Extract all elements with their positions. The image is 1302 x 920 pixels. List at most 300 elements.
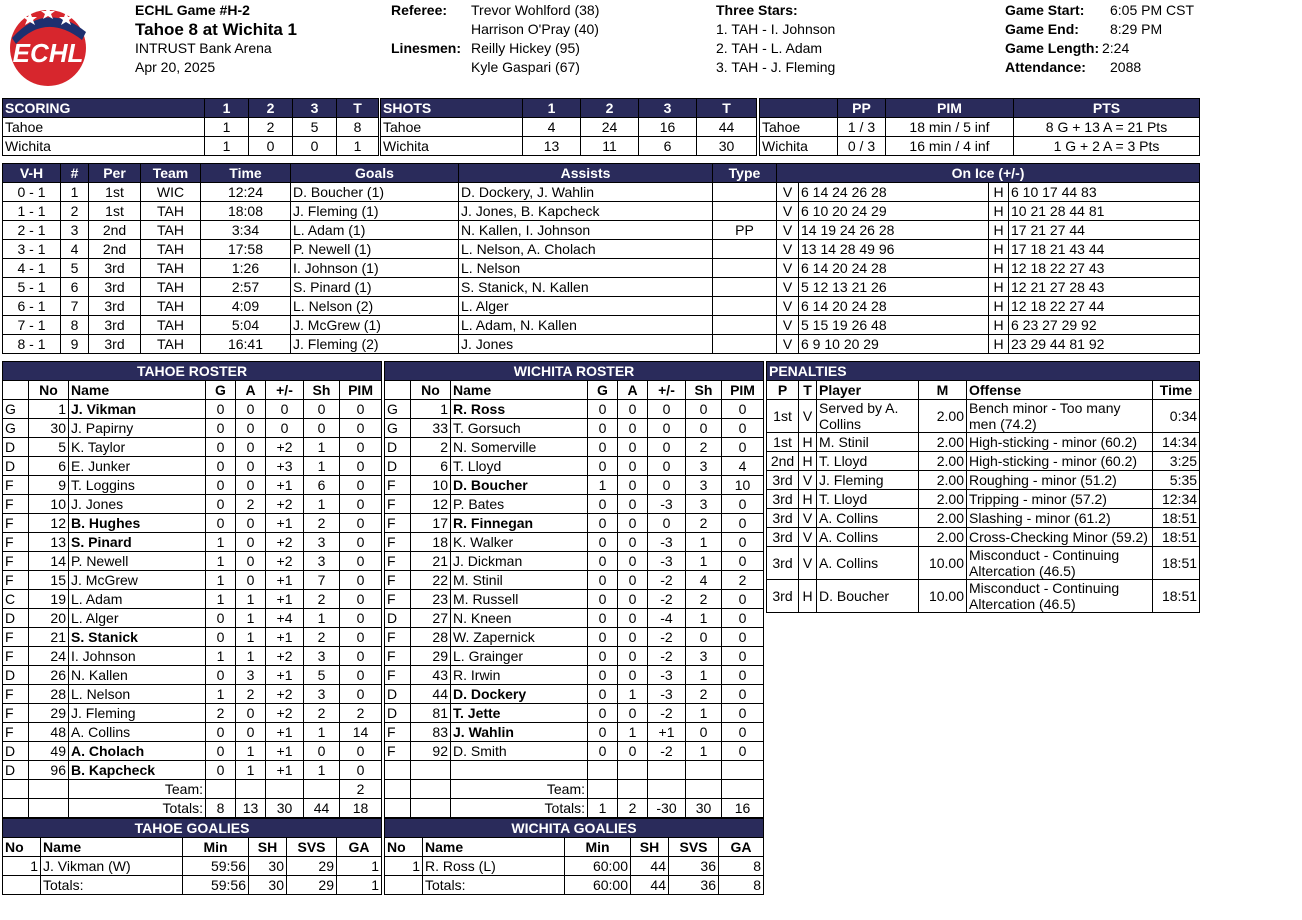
- assists: 0: [618, 666, 648, 685]
- position: F: [385, 495, 411, 514]
- player-name: M. Russell: [451, 590, 588, 609]
- pim: 0: [722, 514, 764, 533]
- scorer: S. Pinard (1): [291, 278, 459, 297]
- scoring-header-row: [3, 99, 379, 118]
- roster-row: [385, 552, 764, 571]
- position-header: [3, 381, 29, 400]
- jersey-number: 83: [411, 723, 451, 742]
- goal-type: [713, 259, 777, 278]
- roster-row: [385, 609, 764, 628]
- roster-row: [3, 685, 382, 704]
- assists: 0: [618, 419, 648, 438]
- visitor-on-ice: 6 14 20 24 28: [799, 297, 989, 316]
- plus-minus: -2: [648, 628, 686, 647]
- total-plus-minus: 30: [266, 799, 304, 818]
- wichita-roster-body: [385, 400, 764, 780]
- position: D: [3, 609, 29, 628]
- power-play: 1 / 3: [838, 118, 886, 137]
- penalty-row: [767, 400, 1200, 433]
- jersey-number: 23: [411, 590, 451, 609]
- jersey-number: 33: [411, 419, 451, 438]
- jersey-number: 20: [29, 609, 69, 628]
- shots: 1: [686, 666, 722, 685]
- plus-minus: +1: [648, 723, 686, 742]
- goal-row: [3, 202, 1200, 221]
- player-name: M. Stinil: [451, 571, 588, 590]
- total-plus-minus: -30: [648, 799, 686, 818]
- roster-row: [3, 400, 382, 419]
- total-goals-against: 1: [337, 876, 382, 895]
- goalie-goals-against: 8: [719, 857, 764, 876]
- position: F: [3, 552, 29, 571]
- plus-minus-header: +/-: [266, 381, 304, 400]
- pim: 14: [340, 723, 382, 742]
- shots: 1: [304, 457, 340, 476]
- goal-row: [3, 221, 1200, 240]
- penalty-time: 18:51: [1153, 509, 1200, 528]
- jersey-number: 14: [29, 552, 69, 571]
- position: F: [3, 495, 29, 514]
- position: F: [3, 704, 29, 723]
- player-name: D. Smith: [451, 742, 588, 761]
- shots: 6: [304, 476, 340, 495]
- linesman-2: Kyle Gaspari (67): [471, 59, 580, 75]
- team: TAH: [141, 335, 201, 354]
- pim: 0: [340, 476, 382, 495]
- position: F: [385, 571, 411, 590]
- shots: 0: [686, 723, 722, 742]
- player-name: K. Taylor: [69, 438, 206, 457]
- goals-body: [3, 183, 1200, 354]
- assists-col-header: A: [236, 381, 266, 400]
- goalie-minutes: 60:00: [565, 857, 631, 876]
- total-saves: 29: [287, 876, 337, 895]
- penalty-time: 5:35: [1153, 471, 1200, 490]
- penalty-row: [767, 433, 1200, 452]
- goals: 0: [206, 457, 236, 476]
- assists: 1: [236, 590, 266, 609]
- goal-number: 3: [61, 221, 89, 240]
- shots: 7: [304, 571, 340, 590]
- length-label: Game Length:: [1005, 40, 1100, 56]
- goal-time: 2:57: [201, 278, 291, 297]
- team: TAH: [141, 259, 201, 278]
- team-pim: [722, 780, 764, 799]
- goal-row: [3, 316, 1200, 335]
- shots: 1: [304, 495, 340, 514]
- plus-minus: [648, 761, 686, 780]
- player-name: N. Kallen: [69, 666, 206, 685]
- minutes-header: M: [919, 381, 967, 400]
- scorer-header: Goals: [291, 164, 459, 183]
- penalty-minutes: 2.00: [919, 452, 967, 471]
- totals-label: Totals:: [423, 876, 565, 895]
- period-shots: 4: [523, 118, 581, 137]
- roster-row: [385, 761, 764, 780]
- shots: 3: [686, 476, 722, 495]
- roster-row: [385, 476, 764, 495]
- wichita-goalies-table: [384, 818, 764, 895]
- jersey-number: 10: [29, 495, 69, 514]
- goals: 0: [206, 438, 236, 457]
- goal-type: PP: [713, 221, 777, 240]
- period: 3rd: [89, 297, 141, 316]
- assists: 0: [618, 609, 648, 628]
- home-marker: H: [989, 221, 1009, 240]
- total-goals: 1: [588, 799, 618, 818]
- position: D: [3, 742, 29, 761]
- goal-number: 1: [61, 183, 89, 202]
- totals-label: Totals:: [41, 876, 183, 895]
- position: F: [385, 628, 411, 647]
- assists: 0: [618, 704, 648, 723]
- pim: 0: [722, 704, 764, 723]
- period: 3rd: [89, 278, 141, 297]
- wichita-goalies-title: WICHITA GOALIES: [385, 819, 764, 838]
- assists: 0: [618, 590, 648, 609]
- team-row: [3, 780, 382, 799]
- pim: 0: [340, 666, 382, 685]
- goals: 0: [588, 723, 618, 742]
- shots: 3: [686, 647, 722, 666]
- plus-minus: -3: [648, 495, 686, 514]
- total-assists: 2: [618, 799, 648, 818]
- roster-row: [385, 685, 764, 704]
- shots-header: SHOTS: [381, 99, 523, 118]
- assists: 0: [236, 723, 266, 742]
- vh-score: 0 - 1: [3, 183, 61, 202]
- roster-row: [3, 628, 382, 647]
- total-minutes: 60:00: [565, 876, 631, 895]
- saves-header: SVS: [669, 838, 719, 857]
- referee-2: Harrison O'Pray (40): [471, 21, 599, 37]
- goals: 0: [588, 742, 618, 761]
- goals: 0: [206, 609, 236, 628]
- player-name: N. Somerville: [451, 438, 588, 457]
- player-name: J. Wahlin: [451, 723, 588, 742]
- penalty-team: H: [799, 452, 817, 471]
- goals: 0: [588, 704, 618, 723]
- position: D: [385, 609, 411, 628]
- home-on-ice: 23 29 44 81 92: [1009, 335, 1200, 354]
- roster-row: [385, 666, 764, 685]
- goals: 0: [588, 628, 618, 647]
- roster-row: [3, 457, 382, 476]
- period-score: 1: [205, 118, 249, 137]
- player-name: T. Lloyd: [451, 457, 588, 476]
- minutes-header: Min: [565, 838, 631, 857]
- goals: 0: [588, 609, 618, 628]
- shots: 2: [304, 628, 340, 647]
- goal-number: 8: [61, 316, 89, 335]
- pim-col-header: PIM: [722, 381, 764, 400]
- roster-row: [3, 495, 382, 514]
- jersey-number: 44: [411, 685, 451, 704]
- goals: 1: [206, 647, 236, 666]
- goal-type: [713, 278, 777, 297]
- shots: 0: [304, 419, 340, 438]
- end-label: Game End:: [1005, 21, 1079, 37]
- goals: 0: [588, 552, 618, 571]
- shots: 2: [304, 704, 340, 723]
- jersey-number: 27: [411, 609, 451, 628]
- penalty-period: 1st: [767, 433, 799, 452]
- name-header: Name: [69, 381, 206, 400]
- position: D: [3, 457, 29, 476]
- goals: 1: [206, 533, 236, 552]
- position: D: [385, 438, 411, 457]
- shots-header: SH: [249, 838, 287, 857]
- penalty-player: T. Lloyd: [817, 452, 919, 471]
- penalty-team: V: [799, 471, 817, 490]
- period-3-header: 3: [293, 99, 337, 118]
- visitor-on-ice: 14 19 24 26 28: [799, 221, 989, 240]
- plus-minus: +4: [266, 609, 304, 628]
- period: 3rd: [89, 316, 141, 335]
- position: F: [385, 647, 411, 666]
- goals: 1: [206, 552, 236, 571]
- shots: 3: [304, 552, 340, 571]
- player-name: J. McGrew: [69, 571, 206, 590]
- jersey-number: 17: [411, 514, 451, 533]
- pim: 0: [722, 609, 764, 628]
- player-name: J. Jones: [69, 495, 206, 514]
- position: F: [3, 476, 29, 495]
- roster-row: [3, 476, 382, 495]
- jersey-number: 18: [411, 533, 451, 552]
- assists: 1: [236, 761, 266, 780]
- assists: 0: [618, 457, 648, 476]
- team: TAH: [141, 240, 201, 259]
- player-name: P. Bates: [451, 495, 588, 514]
- shots: 0: [686, 400, 722, 419]
- period: 1st: [89, 202, 141, 221]
- jersey-number: 22: [411, 571, 451, 590]
- special-teams-table: [759, 98, 1200, 156]
- penalty-offense: Cross-Checking Minor (59.2): [967, 528, 1153, 547]
- shots: 0: [304, 400, 340, 419]
- team-name: Wichita: [3, 137, 205, 156]
- home-on-ice: 17 18 21 43 44: [1009, 240, 1200, 259]
- wichita-roster-table: [384, 361, 764, 818]
- assists: 0: [236, 533, 266, 552]
- echl-logo: [2, 2, 90, 88]
- penalty-team: H: [799, 490, 817, 509]
- position: D: [3, 666, 29, 685]
- three-stars-label: Three Stars:: [716, 2, 798, 18]
- plus-minus: -3: [648, 533, 686, 552]
- home-marker: H: [989, 202, 1009, 221]
- assists: 0: [618, 495, 648, 514]
- offense-header: Offense: [967, 381, 1153, 400]
- scoring-table: [2, 98, 379, 156]
- shots-header-row: [381, 99, 757, 118]
- jersey-number: 6: [29, 457, 69, 476]
- goal-time: 4:09: [201, 297, 291, 316]
- shots: 1: [686, 704, 722, 723]
- star-2: 2. TAH - L. Adam: [716, 40, 823, 56]
- roster-row: [3, 571, 382, 590]
- team-label: Team:: [451, 780, 588, 799]
- shots: 0: [686, 628, 722, 647]
- position: F: [385, 666, 411, 685]
- home-marker: H: [989, 183, 1009, 202]
- goals: 0: [588, 457, 618, 476]
- number-header: No: [411, 381, 451, 400]
- pim: 2: [722, 571, 764, 590]
- shots: 2: [686, 590, 722, 609]
- home-on-ice: 12 18 22 27 43: [1009, 259, 1200, 278]
- plus-minus: +2: [266, 495, 304, 514]
- position: F: [3, 647, 29, 666]
- player-name: N. Kneen: [451, 609, 588, 628]
- plus-minus: -2: [648, 571, 686, 590]
- blank-header: [760, 99, 838, 118]
- goal-number-header: #: [61, 164, 89, 183]
- goal-time: 18:08: [201, 202, 291, 221]
- jersey-number: 21: [411, 552, 451, 571]
- assists: 1: [618, 723, 648, 742]
- home-on-ice: 12 21 27 28 43: [1009, 278, 1200, 297]
- position: F: [3, 723, 29, 742]
- plus-minus: -2: [648, 704, 686, 723]
- goals: 0: [206, 628, 236, 647]
- vh-score: 3 - 1: [3, 240, 61, 259]
- shots: 2: [304, 590, 340, 609]
- vh-score: 1 - 1: [3, 202, 61, 221]
- roster-row: [385, 723, 764, 742]
- goal-type: [713, 240, 777, 259]
- goals: 0: [588, 400, 618, 419]
- shots: 2: [686, 514, 722, 533]
- penalty-minutes: 18 min / 5 inf: [886, 118, 1014, 137]
- goals: 0: [206, 476, 236, 495]
- position: F: [3, 628, 29, 647]
- penalty-offense: Tripping - minor (57.2): [967, 490, 1153, 509]
- period-score: 2: [249, 118, 293, 137]
- roster-row: [385, 514, 764, 533]
- penalty-offense: Slashing - minor (61.2): [967, 509, 1153, 528]
- vh-header: V-H: [3, 164, 61, 183]
- plus-minus: +1: [266, 761, 304, 780]
- shots: 1: [686, 742, 722, 761]
- penalty-minutes: 10.00: [919, 547, 967, 580]
- jersey-number: 13: [29, 533, 69, 552]
- tahoe-roster-body: [3, 400, 382, 780]
- home-marker: H: [989, 297, 1009, 316]
- roster-row: [3, 514, 382, 533]
- linesman-1: Reilly Hickey (95): [471, 40, 580, 56]
- goalies-header-row: [385, 838, 764, 857]
- position: F: [385, 590, 411, 609]
- jersey-number: 1: [29, 400, 69, 419]
- referee-1: Trevor Wohlford (38): [471, 2, 600, 18]
- pim: 0: [340, 647, 382, 666]
- penalty-offense: Misconduct - Continuing Altercation (46.5): [967, 547, 1153, 580]
- position: G: [3, 400, 29, 419]
- total-pim: 16: [722, 799, 764, 818]
- total-shots: 30: [686, 799, 722, 818]
- penalty-minutes: 2.00: [919, 433, 967, 452]
- penalty-period: 3rd: [767, 509, 799, 528]
- position: F: [385, 514, 411, 533]
- roster-row: [385, 742, 764, 761]
- plus-minus: +1: [266, 742, 304, 761]
- pim: [722, 761, 764, 780]
- goal-number: 7: [61, 297, 89, 316]
- penalty-time: 3:25: [1153, 452, 1200, 471]
- scorer: L. Nelson (2): [291, 297, 459, 316]
- officials-labels: [391, 1, 461, 58]
- goals-col-header: G: [588, 381, 618, 400]
- penalty-row: [767, 490, 1200, 509]
- total-score: 8: [337, 118, 379, 137]
- goalie-shots: 30: [249, 857, 287, 876]
- total-goals-against: 8: [719, 876, 764, 895]
- pim-col-header: PIM: [340, 381, 382, 400]
- penalty-team: V: [799, 547, 817, 580]
- plus-minus: +2: [266, 552, 304, 571]
- penalty-player: A. Collins: [817, 547, 919, 580]
- points-summary: 1 G + 2 A = 3 Pts: [1014, 137, 1200, 156]
- jersey-number: 29: [411, 647, 451, 666]
- visitor-marker: V: [777, 278, 799, 297]
- venue: INTRUST Bank Arena: [135, 40, 272, 56]
- roster-row: [3, 647, 382, 666]
- period-2-header: 2: [581, 99, 639, 118]
- tahoe-goalies-table: [2, 818, 382, 895]
- visitor-on-ice: 6 10 20 24 29: [799, 202, 989, 221]
- period-shots: 16: [639, 118, 697, 137]
- goals: 1: [206, 571, 236, 590]
- time-header: Time: [201, 164, 291, 183]
- plus-minus: +3: [266, 457, 304, 476]
- shots-header: SH: [631, 838, 669, 857]
- total-header: T: [697, 99, 757, 118]
- position: F: [385, 476, 411, 495]
- penalty-player: T. Lloyd: [817, 490, 919, 509]
- plus-minus: 0: [266, 400, 304, 419]
- goal-time: 5:04: [201, 316, 291, 335]
- name-header: Name: [41, 838, 183, 857]
- pim: 10: [722, 476, 764, 495]
- goal-row: [3, 297, 1200, 316]
- jersey-number: 96: [29, 761, 69, 780]
- roster-row: [3, 590, 382, 609]
- shots: 0: [304, 742, 340, 761]
- totals-label: Totals:: [451, 799, 588, 818]
- roster-row: [3, 704, 382, 723]
- penalty-team: H: [799, 433, 817, 452]
- period-shots: 6: [639, 137, 697, 156]
- player-name: B. Hughes: [69, 514, 206, 533]
- plus-minus: +1: [266, 666, 304, 685]
- pim: 0: [340, 609, 382, 628]
- vh-score: 6 - 1: [3, 297, 61, 316]
- pim: 0: [722, 590, 764, 609]
- visitor-marker: V: [777, 183, 799, 202]
- player-name: R. Finnegan: [451, 514, 588, 533]
- pim: 0: [722, 495, 764, 514]
- goals: 0: [588, 533, 618, 552]
- game-header: [135, 1, 297, 77]
- penalty-row: [767, 528, 1200, 547]
- goal-row: [3, 278, 1200, 297]
- position: D: [385, 685, 411, 704]
- jersey-number: 29: [29, 704, 69, 723]
- roster-row: [3, 666, 382, 685]
- pim: 0: [722, 419, 764, 438]
